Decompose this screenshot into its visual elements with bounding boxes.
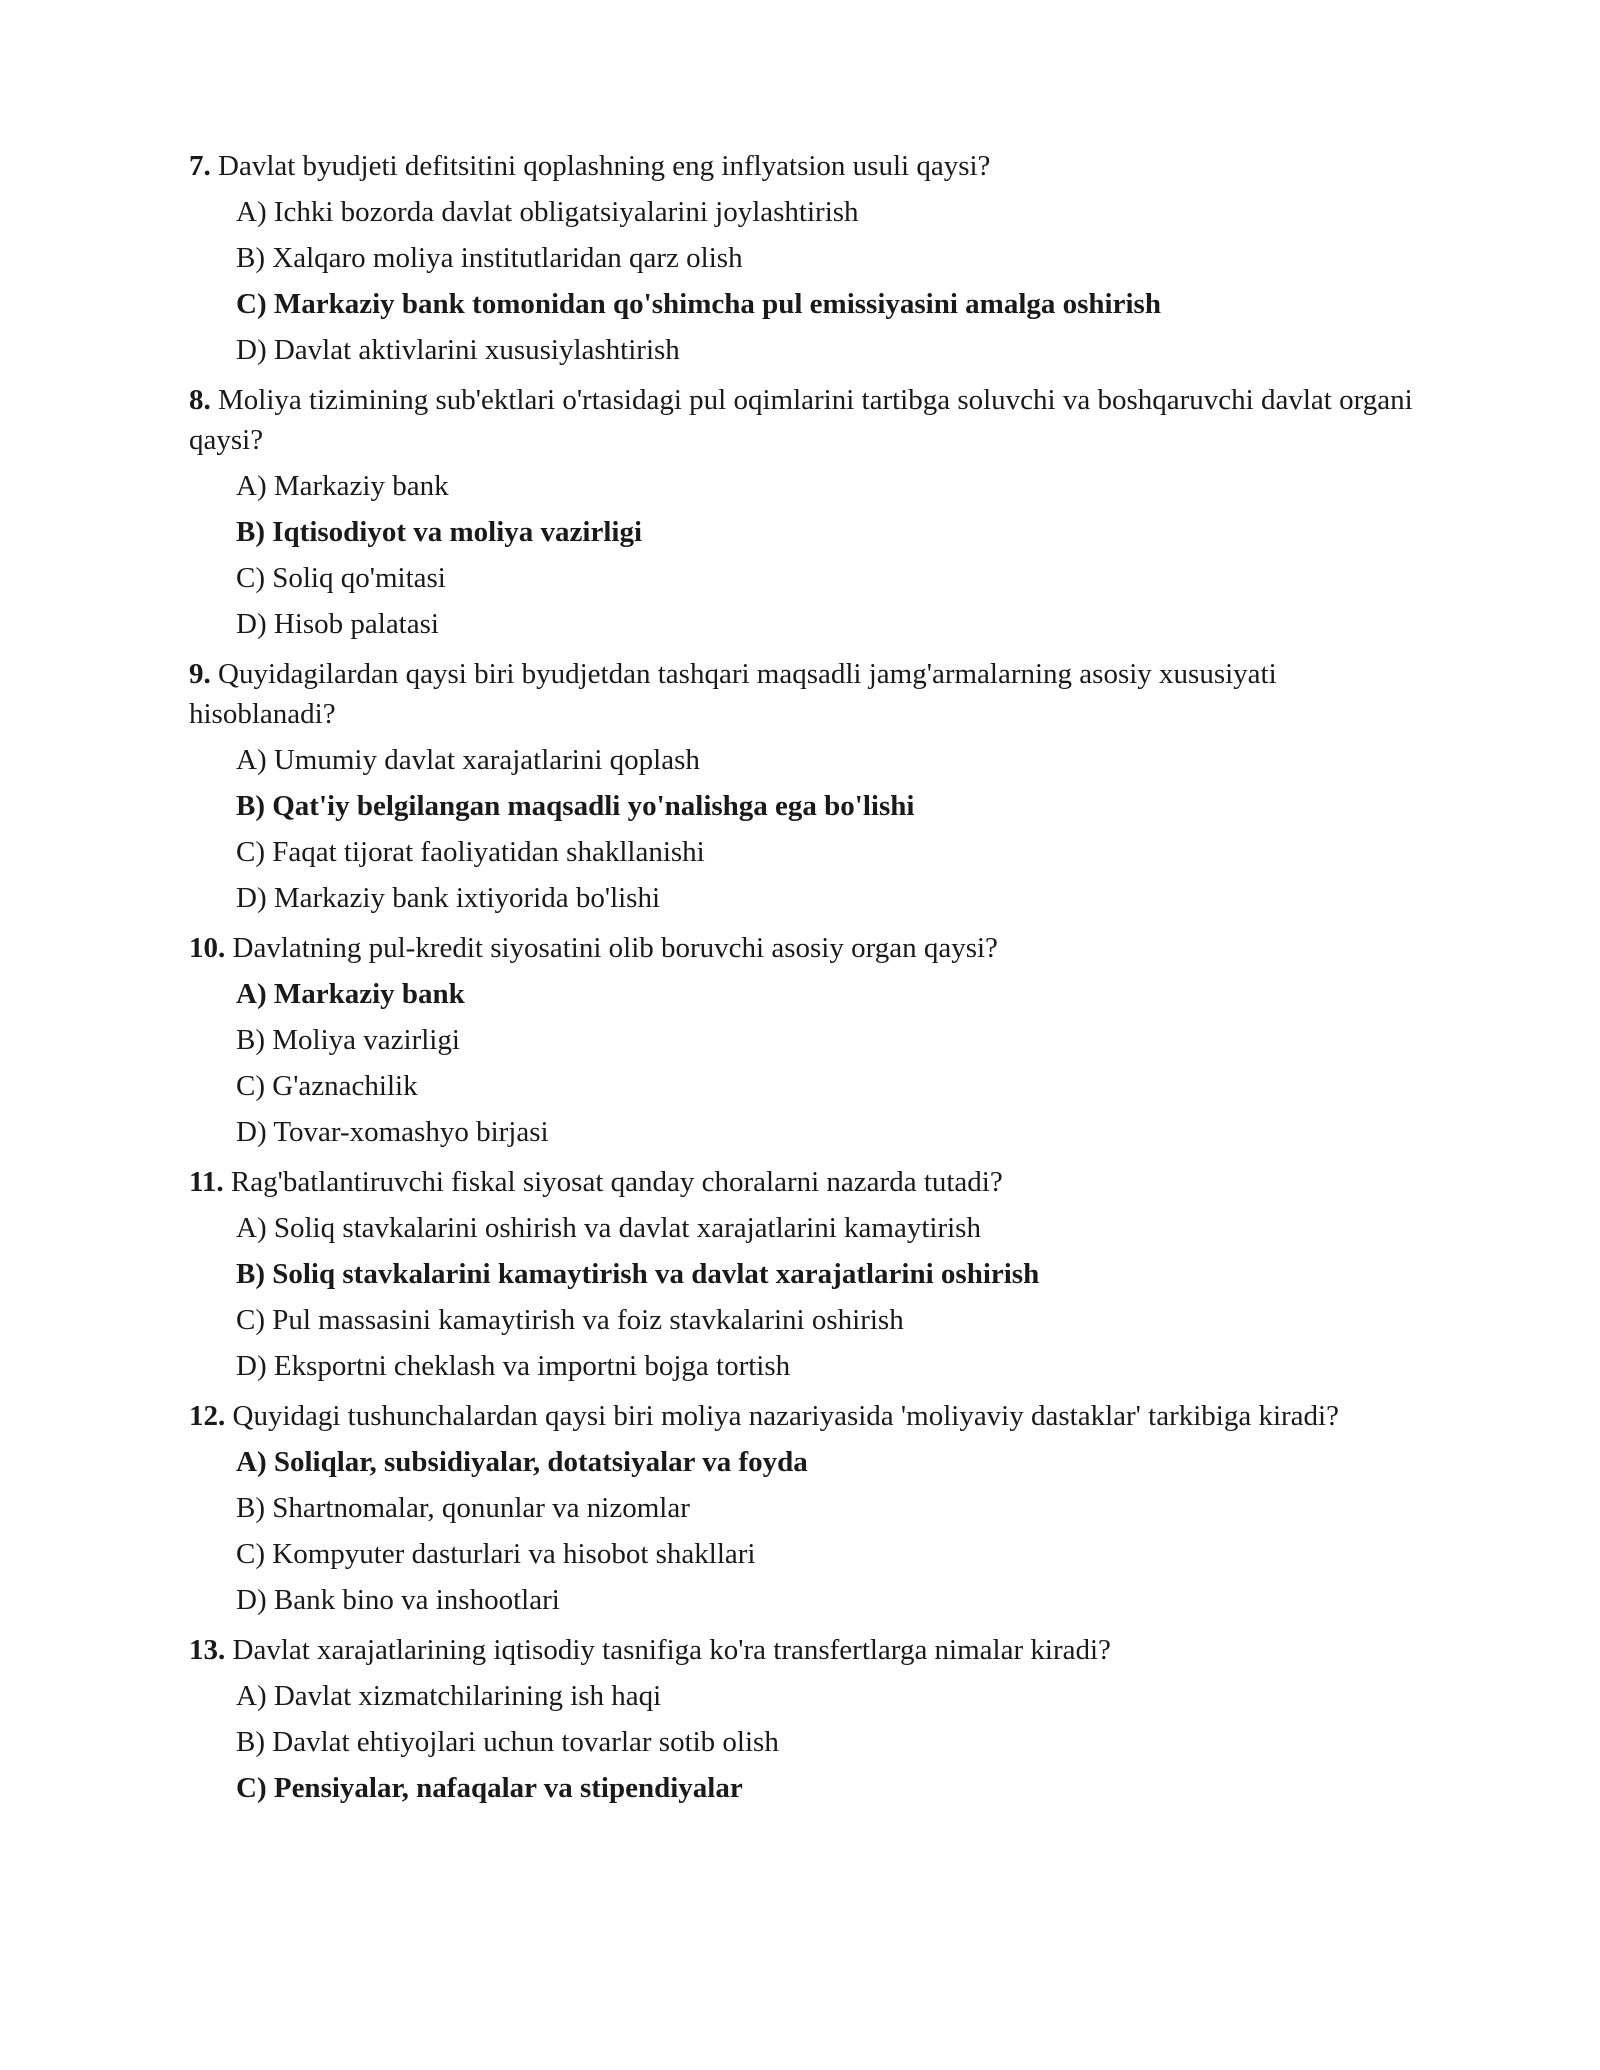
question-block [189, 1162, 1419, 1386]
question-number: 9. [189, 658, 211, 690]
answer-option: B) Moliya vazirligi [236, 1024, 460, 1056]
answer-option-correct: A) Markaziy bank [236, 978, 465, 1010]
question-text-line [189, 654, 1419, 734]
answer-option: C) Pul massasini kamaytirish va foiz stavkalarini oshirish [236, 1304, 904, 1336]
answer-option: A) Davlat xizmatchilarining ish haqi [236, 1680, 662, 1712]
answer-option: D) Markaziy bank ixtiyorida bo'lishi [236, 882, 661, 914]
answer-option: C) G'aznachilik [236, 1070, 418, 1102]
question-text: Moliya tizimining sub'ektlari o'rtasidagi pul oqimlarini tartibga soluvchi va boshqaruvchi davlat organi qaysi? [189, 384, 1413, 456]
question-text: Rag'batlantiruvchi fiskal siyosat qanday choralarni nazarda tutadi? [230, 1166, 1003, 1198]
question-text-line [189, 928, 1419, 968]
question-block [189, 146, 1419, 370]
answer-option: D) Tovar-xomashyo birjasi [236, 1116, 549, 1148]
question-text-line [189, 1630, 1419, 1670]
question-text: Davlatning pul-kredit siyosatini olib boruvchi asosiy organ qaysi? [232, 932, 998, 964]
question-number: 11. [189, 1166, 224, 1198]
question-text: Davlat xarajatlarining iqtisodiy tasnifiga ko'ra transfertlarga nimalar kiradi? [232, 1634, 1111, 1666]
answer-option: C) Faqat tijorat faoliyatidan shakllanishi [236, 836, 705, 868]
question-text-line [189, 1396, 1419, 1436]
answer-option: B) Xalqaro moliya institutlaridan qarz olish [236, 242, 743, 274]
question-block [189, 1630, 1419, 1808]
question-block [189, 380, 1419, 644]
answer-option-correct: C) Markaziy bank tomonidan qo'shimcha pul emissiyasini amalga oshirish [236, 288, 1161, 320]
answer-option-correct: B) Qat'iy belgilangan maqsadli yo'nalishga ega bo'lishi [236, 790, 915, 822]
answer-option: C) Kompyuter dasturlari va hisobot shakllari [236, 1538, 756, 1570]
question-text-line [189, 146, 1419, 186]
question-block [189, 654, 1419, 918]
document-page [189, 146, 1419, 1814]
question-number: 8. [189, 384, 211, 416]
answer-option: A) Umumiy davlat xarajatlarini qoplash [236, 744, 700, 776]
answer-option: C) Soliq qo'mitasi [236, 562, 446, 594]
answer-option: B) Shartnomalar, qonunlar va nizomlar [236, 1492, 690, 1524]
question-text-line [189, 1162, 1419, 1202]
answer-option: D) Eksportni cheklash va importni bojga tortish [236, 1350, 791, 1382]
question-text: Quyidagi tushunchalardan qaysi biri moliya nazariyasida 'moliyaviy dastaklar' tarkibiga kiradi? [232, 1400, 1339, 1432]
answer-option-correct: A) Soliqlar, subsidiyalar, dotatsiyalar va foyda [236, 1446, 808, 1478]
question-text-line [189, 380, 1419, 460]
question-block [189, 1396, 1419, 1620]
question-text: Quyidagilardan qaysi biri byudjetdan tashqari maqsadli jamg'armalarning asosiy xususiyati hisoblanadi? [189, 658, 1277, 730]
answer-option-correct: B) Soliq stavkalarini kamaytirish va davlat xarajatlarini oshirish [236, 1258, 1040, 1290]
question-number: 10. [189, 932, 226, 964]
answer-option: A) Markaziy bank [236, 470, 449, 502]
answer-option: D) Bank bino va inshootlari [236, 1584, 560, 1616]
answer-option: A) Soliq stavkalarini oshirish va davlat xarajatlarini kamaytirish [236, 1212, 981, 1244]
answer-option-correct: B) Iqtisodiyot va moliya vazirligi [236, 516, 642, 548]
question-number: 13. [189, 1634, 226, 1666]
answer-option-correct: C) Pensiyalar, nafaqalar va stipendiyalar [236, 1772, 743, 1804]
answer-option: A) Ichki bozorda davlat obligatsiyalarini joylashtirish [236, 196, 859, 228]
question-number: 12. [189, 1400, 226, 1432]
question-number: 7. [189, 150, 211, 182]
question-text: Davlat byudjeti defitsitini qoplashning eng inflyatsion usuli qaysi? [218, 150, 991, 182]
answer-option: B) Davlat ehtiyojlari uchun tovarlar sotib olish [236, 1726, 779, 1758]
question-block [189, 928, 1419, 1152]
answer-option: D) Davlat aktivlarini xususiylashtirish [236, 334, 680, 366]
answer-option: D) Hisob palatasi [236, 608, 439, 640]
